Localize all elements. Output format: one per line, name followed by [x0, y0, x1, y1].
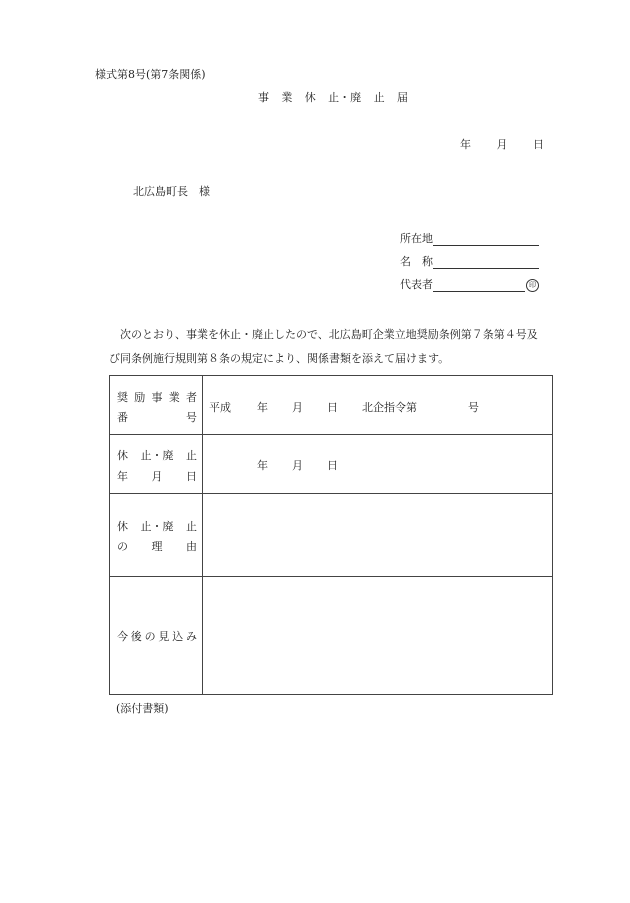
date-month: 月: [496, 138, 508, 151]
year-label: 年: [257, 401, 268, 414]
label-char: 番: [117, 411, 128, 424]
representative-field[interactable]: [433, 279, 525, 292]
label-char: 月: [151, 470, 163, 483]
label-char: 止・廃: [140, 520, 174, 533]
date-day: 日: [533, 138, 544, 151]
representative-row: [400, 276, 539, 292]
suspension-date-cell[interactable]: [203, 435, 553, 494]
title-char: 事: [258, 91, 269, 104]
notification-form-table: [109, 375, 553, 695]
table-row: [110, 577, 553, 695]
label-char: 見: [158, 630, 170, 643]
address-field[interactable]: [433, 233, 539, 246]
name-label-1: 名: [400, 255, 411, 268]
date-line: [460, 136, 544, 152]
label-char: 者: [186, 391, 197, 404]
name-label-2: 称: [422, 255, 433, 268]
label-cell: [110, 435, 203, 494]
label-char: 今: [117, 630, 128, 643]
table-row: [110, 435, 553, 494]
reason-cell[interactable]: [203, 494, 553, 577]
label-char: 休: [117, 449, 128, 462]
attachments-label: (添付書類): [116, 702, 169, 715]
designation-label: 北企指令第: [362, 401, 417, 414]
label-char: 理: [151, 540, 163, 553]
label-char: 励: [134, 391, 146, 404]
label-cell: [110, 494, 203, 577]
label-char: 後: [130, 630, 142, 643]
seal-mark: 印: [526, 279, 539, 292]
label-char: 休: [117, 520, 128, 533]
body-text-line-1: 次のとおり、事業を休止・廃止したので、北広島町企業立地奨励条例第７条第４号及: [120, 328, 538, 341]
label-char: 事: [151, 391, 163, 404]
title-char: 休: [304, 91, 316, 104]
title-char: 止: [373, 91, 385, 104]
month-label: 月: [292, 401, 303, 414]
label-char: 由: [186, 540, 197, 553]
label-char: 業: [168, 391, 180, 404]
title-char: 業: [281, 91, 293, 104]
representative-label: 代表者: [400, 278, 433, 291]
label-char: の: [144, 630, 156, 643]
era-label: 平成: [209, 401, 231, 414]
label-char: み: [185, 630, 197, 643]
year-label: 年: [257, 459, 268, 472]
award-number-cell[interactable]: [203, 376, 553, 435]
label-char: 止: [186, 520, 197, 533]
label-char: 奨: [117, 391, 128, 404]
address-label: 所在地: [400, 232, 433, 245]
number-suffix-label: 号: [468, 401, 479, 414]
company-name-field[interactable]: [433, 256, 539, 269]
document-title: [258, 89, 408, 105]
label-char: 号: [186, 411, 197, 424]
label-char: 年: [117, 470, 128, 483]
address-row: [400, 230, 539, 246]
company-name-row: [400, 253, 539, 269]
label-char: 止: [186, 449, 197, 462]
body-text-line-2: び同条例施行規則第８条の規定により、関係書類を添えて届けます。: [109, 352, 450, 365]
date-year: 年: [460, 138, 471, 151]
title-char: 届: [396, 91, 408, 104]
day-label: 日: [327, 459, 338, 472]
month-label: 月: [292, 459, 303, 472]
title-char: 止・廃: [328, 91, 362, 104]
label-char: 止・廃: [140, 449, 174, 462]
label-char: 込: [172, 630, 184, 643]
label-char: 日: [186, 470, 197, 483]
addressee: 北広島町長 様: [133, 185, 210, 198]
label-char: の: [117, 540, 128, 553]
label-cell: [110, 376, 203, 435]
day-label: 日: [327, 401, 338, 414]
table-row: [110, 376, 553, 435]
label-cell: [110, 577, 203, 695]
table-row: [110, 494, 553, 577]
outlook-cell[interactable]: [203, 577, 553, 695]
form-number: 様式第8号(第7条関係): [95, 68, 206, 81]
